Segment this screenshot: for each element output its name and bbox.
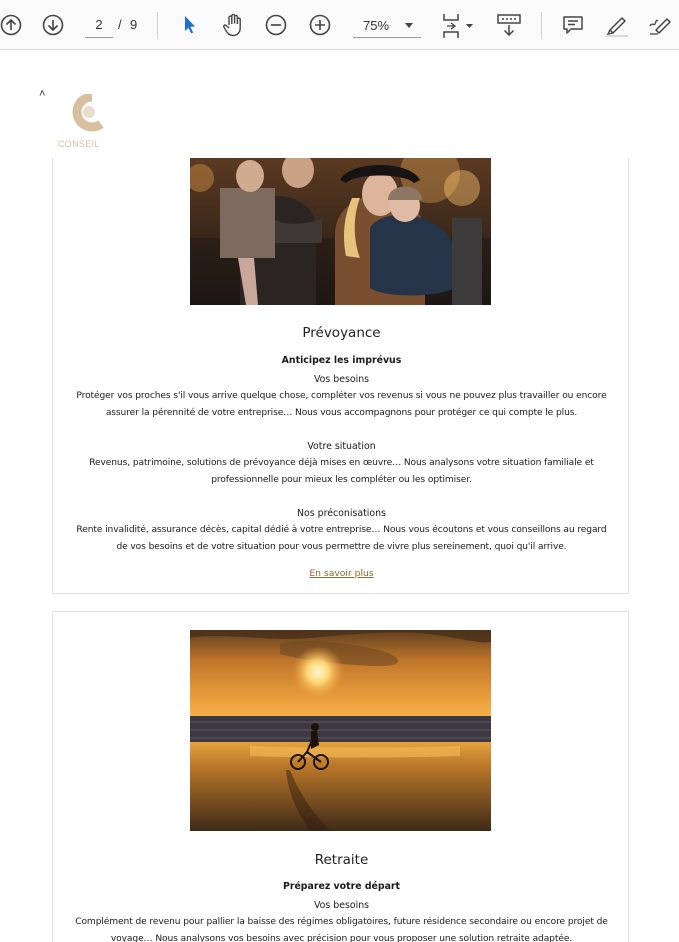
zoom-out-icon[interactable] [265, 14, 287, 36]
recommendations-label: Nos préconisations [297, 508, 386, 519]
chevron-down-icon [405, 23, 413, 28]
needs-line-2: assurer la pérennité de votre entreprise… Nous vous accompagnons pour protéger ce qui compte le plus. [105, 408, 578, 418]
needs-label: Vos besoins [313, 900, 370, 911]
section-title: Retraite [314, 852, 369, 868]
sign-icon[interactable] [648, 12, 676, 38]
zoom-select[interactable] [353, 12, 421, 38]
pointer-icon[interactable] [180, 14, 200, 36]
zoom-in-icon[interactable] [309, 14, 331, 36]
needs-label: Vos besoins [313, 374, 370, 385]
arrow-up-circle-icon[interactable] [0, 14, 22, 36]
section-subtitle: Anticipez les imprévus [281, 355, 402, 366]
section-subtitle: Préparez votre départ [282, 881, 401, 892]
toolbar-divider [541, 12, 542, 39]
section-card-retraite [52, 611, 629, 942]
needs-line-1: Protéger vos proches s'il vous arrive quelque chose, compléter vos revenus si vous ne pouvez plus travailler ou encore [76, 391, 607, 401]
highlight-icon[interactable] [604, 12, 630, 38]
learn-more-wrap [53, 561, 630, 580]
sunset-beach-cyclist-photo [190, 630, 491, 831]
needs-line-1: Complément de revenu pour pallier la baisse des régimes obligatoires, future résidence secondaire ou encore projet de [75, 917, 608, 927]
arrow-down-circle-icon[interactable] [42, 14, 64, 36]
logo-text: CONSEIL [58, 139, 100, 149]
toolbar-divider [157, 12, 158, 39]
scroll-icon[interactable] [496, 12, 522, 40]
situation-line-1: Revenus, patrimoine, solutions de prévoyance déjà mises en œuvre… Nous analysons votre situation familiale et [89, 458, 594, 468]
section-card-prevoyance [52, 158, 629, 594]
situation-line-2: professionnelle pour mieux les compléter ou les optimiser. [211, 475, 472, 485]
recommendations-line-2: de vos besoins et de votre situation pour vous permettre de vivre plus sereinement, quoi qu'il arrive. [116, 542, 567, 552]
section-title: Prévoyance [302, 325, 381, 341]
page-separator: / [118, 17, 122, 32]
recommendations-line-1: Rente invalidité, assurance décès, capital dédié à votre entreprise… Nous vous écoutons et vous conseillons au regard [76, 525, 607, 535]
family-winter-market-photo [190, 158, 491, 305]
needs-line-2: voyage… Nous analysons vos besoins avec précision pour vous proposer une solution retraite adaptée. [110, 934, 573, 942]
fit-page-icon[interactable] [440, 12, 476, 40]
pdf-toolbar [0, 0, 679, 50]
comment-icon[interactable] [562, 14, 584, 36]
learn-more-link[interactable]: En savoir plus [309, 568, 374, 579]
scroll-top-icon[interactable]: ˄ [39, 88, 46, 100]
hand-icon[interactable] [221, 13, 245, 37]
zoom-value: 75% [363, 18, 390, 33]
page-total: 9 [130, 17, 138, 32]
document-view[interactable] [0, 50, 679, 942]
page-number-input[interactable]: 2 [85, 12, 113, 38]
situation-label: Votre situation [307, 441, 376, 452]
